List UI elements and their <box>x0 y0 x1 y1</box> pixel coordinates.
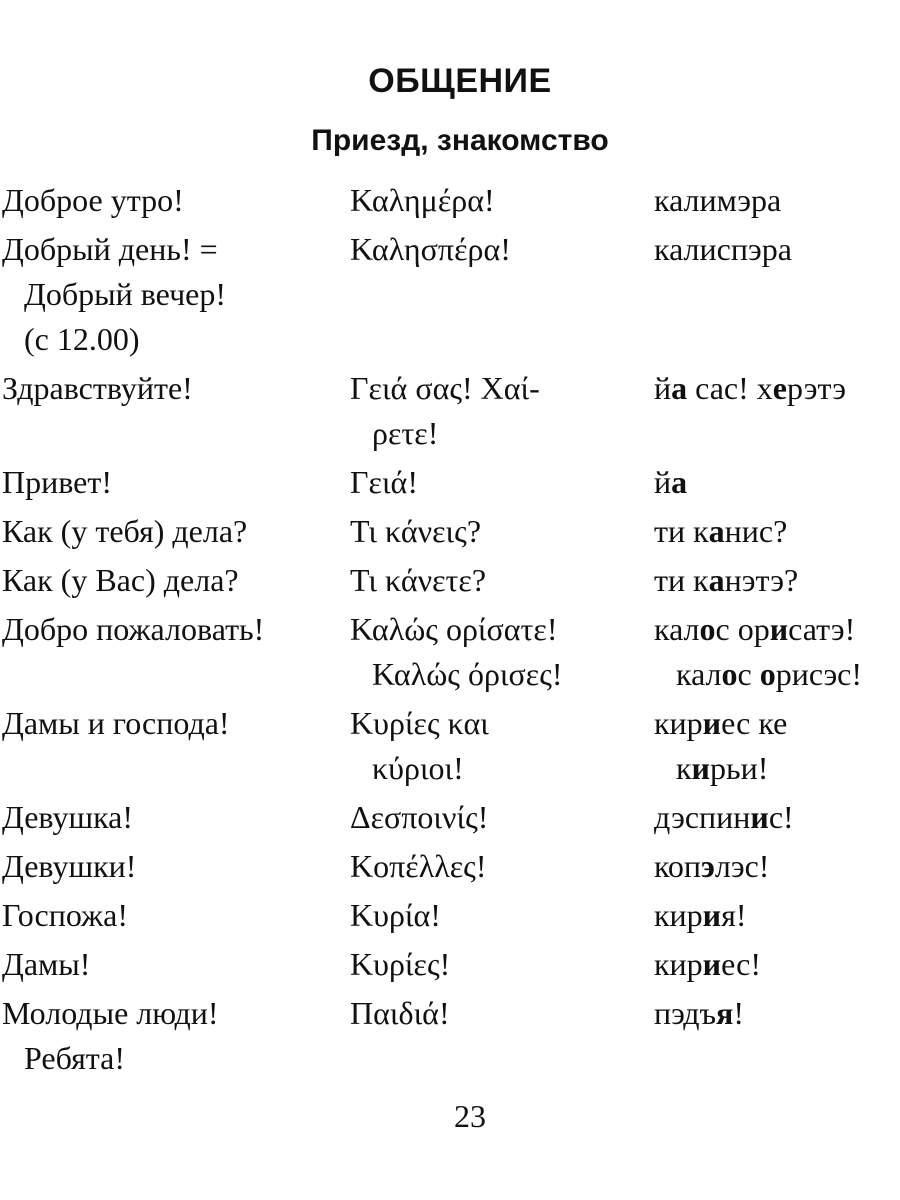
russian-line: Привет! <box>2 464 112 500</box>
greek-line: Παιδιά! <box>350 995 450 1031</box>
greek-line: Τι κάνετε? <box>350 562 487 598</box>
section-title: ОБЩЕНИЕ <box>368 62 552 100</box>
transcription <box>654 460 900 505</box>
greek-phrase <box>350 991 654 1036</box>
greek-line: Κοπέλλες! <box>350 848 487 884</box>
phrase-row <box>0 942 900 987</box>
russian-line: Как (у Вас) дела? <box>2 562 239 598</box>
transcription-text: ти к <box>654 513 709 549</box>
russian-line: Как (у тебя) дела? <box>2 513 248 549</box>
transcription-line <box>654 460 900 505</box>
greek-phrase <box>350 844 654 889</box>
russian-phrase <box>0 509 350 554</box>
transcription-text: кир <box>654 705 703 741</box>
transcription-line <box>654 795 900 840</box>
stressed-vowel: о <box>759 656 776 692</box>
transcription-text: кир <box>654 946 703 982</box>
transcription-text: пэдъ <box>654 995 717 1031</box>
phrase-row <box>0 795 900 840</box>
transcription-line <box>654 991 900 1036</box>
greek-phrase <box>350 701 654 791</box>
stressed-vowel: о <box>721 656 738 692</box>
greek-phrase <box>350 178 654 223</box>
transcription-text: коп <box>654 848 702 884</box>
greek-line: Γειά! <box>350 464 418 500</box>
greek-phrase <box>350 460 654 505</box>
stressed-vowel: и <box>750 799 769 835</box>
russian-line: Добрый вечер! <box>24 276 227 312</box>
phrase-row <box>0 991 900 1081</box>
transcription-text: рисэс! <box>775 656 863 692</box>
greek-line: κύριοι! <box>372 750 464 786</box>
phrase-row <box>0 366 900 456</box>
russian-line: Добро пожаловать! <box>2 611 265 647</box>
greek-line: Καλώς όρισες! <box>372 656 563 692</box>
transcription-text: с! <box>768 799 794 835</box>
greek-line: ρετε! <box>372 415 439 451</box>
transcription-line <box>654 893 900 938</box>
russian-line: Девушка! <box>2 799 133 835</box>
stressed-vowel: я <box>716 995 734 1031</box>
greek-phrase <box>350 942 654 987</box>
russian-phrase <box>0 607 350 652</box>
stressed-vowel: а <box>708 562 725 598</box>
transcription-text: й <box>654 464 672 500</box>
transcription-text: ! <box>733 995 744 1031</box>
greek-phrase <box>350 227 654 272</box>
russian-phrase <box>0 558 350 603</box>
transcription-line <box>654 366 900 411</box>
transcription-text: сатэ! <box>788 611 856 647</box>
stressed-vowel: и <box>769 611 789 647</box>
transcription-text: ес! <box>721 946 761 982</box>
stressed-vowel: и <box>691 750 710 786</box>
transcription-text: ти к <box>654 562 709 598</box>
greek-line: Καλησπέρα! <box>350 231 511 267</box>
greek-phrase <box>350 558 654 603</box>
stressed-vowel: и <box>702 897 722 933</box>
greek-line: Καλώς ορίσατε! <box>350 611 558 647</box>
stressed-vowel: и <box>702 946 722 982</box>
transcription-text: я! <box>721 897 747 933</box>
transcription <box>654 178 900 223</box>
transcription-line <box>654 509 900 554</box>
russian-line: Госпожа! <box>2 897 128 933</box>
stressed-vowel: а <box>671 370 688 406</box>
stressed-vowel: о <box>699 611 716 647</box>
transcription <box>654 991 900 1036</box>
phrase-row <box>0 178 900 223</box>
russian-phrase <box>0 942 350 987</box>
transcription <box>654 795 900 840</box>
greek-line: Γειά σας! Χαί- <box>350 370 540 406</box>
phrase-row <box>0 893 900 938</box>
phrase-table <box>0 178 900 1085</box>
transcription-text: кал <box>676 656 722 692</box>
transcription-text: с <box>737 656 760 692</box>
russian-line: Здравствуйте! <box>2 370 193 406</box>
stressed-vowel: э <box>701 848 715 884</box>
russian-line: (с 12.00) <box>24 321 140 357</box>
transcription-text: кал <box>654 611 700 647</box>
transcription <box>654 509 900 554</box>
russian-line: Доброе утро! <box>2 182 184 218</box>
transcription-text: нис? <box>724 513 788 549</box>
russian-phrase <box>0 795 350 840</box>
russian-line: Молодые люди! <box>2 995 219 1031</box>
transcription-text: с ор <box>715 611 770 647</box>
transcription-text: ес ке <box>721 705 788 741</box>
russian-phrase <box>0 893 350 938</box>
greek-phrase <box>350 795 654 840</box>
transcription-line <box>654 701 900 746</box>
section-subtitle: Приезд, знакомство <box>311 124 609 157</box>
greek-phrase <box>350 366 654 456</box>
transcription-line <box>654 607 900 652</box>
russian-phrase <box>0 227 350 362</box>
page-number: 23 <box>454 1098 486 1134</box>
russian-phrase <box>0 991 350 1081</box>
phrase-row <box>0 844 900 889</box>
russian-phrase <box>0 178 350 223</box>
transcription-line <box>654 844 900 889</box>
transcription <box>654 227 900 272</box>
phrase-row <box>0 509 900 554</box>
russian-line: Добрый день! = <box>2 231 218 267</box>
phrase-row <box>0 227 900 362</box>
transcription <box>654 558 900 603</box>
stressed-vowel: и <box>702 705 722 741</box>
stressed-vowel: а <box>708 513 725 549</box>
russian-phrase <box>0 366 350 411</box>
russian-phrase <box>0 460 350 505</box>
transcription-text: калиспэра <box>654 231 792 267</box>
greek-phrase <box>350 509 654 554</box>
russian-line: Ребята! <box>24 1040 126 1076</box>
greek-line: Κυρίες και <box>350 705 489 741</box>
transcription-text: нэтэ? <box>724 562 799 598</box>
phrase-row <box>0 460 900 505</box>
transcription-line <box>654 652 900 697</box>
greek-line: Τι κάνεις? <box>350 513 482 549</box>
transcription <box>654 366 900 411</box>
stressed-vowel: е <box>772 370 787 406</box>
greek-phrase <box>350 607 654 697</box>
greek-line: Κυρία! <box>350 897 441 933</box>
greek-line: Κυρίες! <box>350 946 451 982</box>
russian-phrase <box>0 701 350 746</box>
transcription <box>654 607 900 697</box>
transcription-line <box>654 942 900 987</box>
transcription-line <box>654 178 900 223</box>
phrase-row <box>0 607 900 697</box>
greek-phrase <box>350 893 654 938</box>
phrase-row <box>0 558 900 603</box>
transcription-text: сас! х <box>687 370 773 406</box>
transcription <box>654 844 900 889</box>
transcription-line <box>654 558 900 603</box>
russian-line: Дамы! <box>2 946 91 982</box>
transcription <box>654 893 900 938</box>
transcription-text: й <box>654 370 672 406</box>
transcription-text: рэтэ <box>786 370 847 406</box>
phrase-row <box>0 701 900 791</box>
russian-phrase <box>0 844 350 889</box>
transcription-text: калимэра <box>654 182 782 218</box>
transcription <box>654 942 900 987</box>
transcription-line <box>654 746 900 791</box>
transcription-text: дэспин <box>654 799 751 835</box>
transcription-line <box>654 227 900 272</box>
greek-line: Καλημέρα! <box>350 182 495 218</box>
transcription-text: лэс! <box>714 848 770 884</box>
greek-line: Δεσποινίς! <box>350 799 489 835</box>
russian-line: Девушки! <box>2 848 137 884</box>
transcription-text: к <box>676 750 692 786</box>
russian-line: Дамы и господа! <box>2 705 230 741</box>
transcription-text: рьи! <box>709 750 769 786</box>
transcription <box>654 701 900 791</box>
stressed-vowel: а <box>671 464 688 500</box>
transcription-text: кир <box>654 897 703 933</box>
